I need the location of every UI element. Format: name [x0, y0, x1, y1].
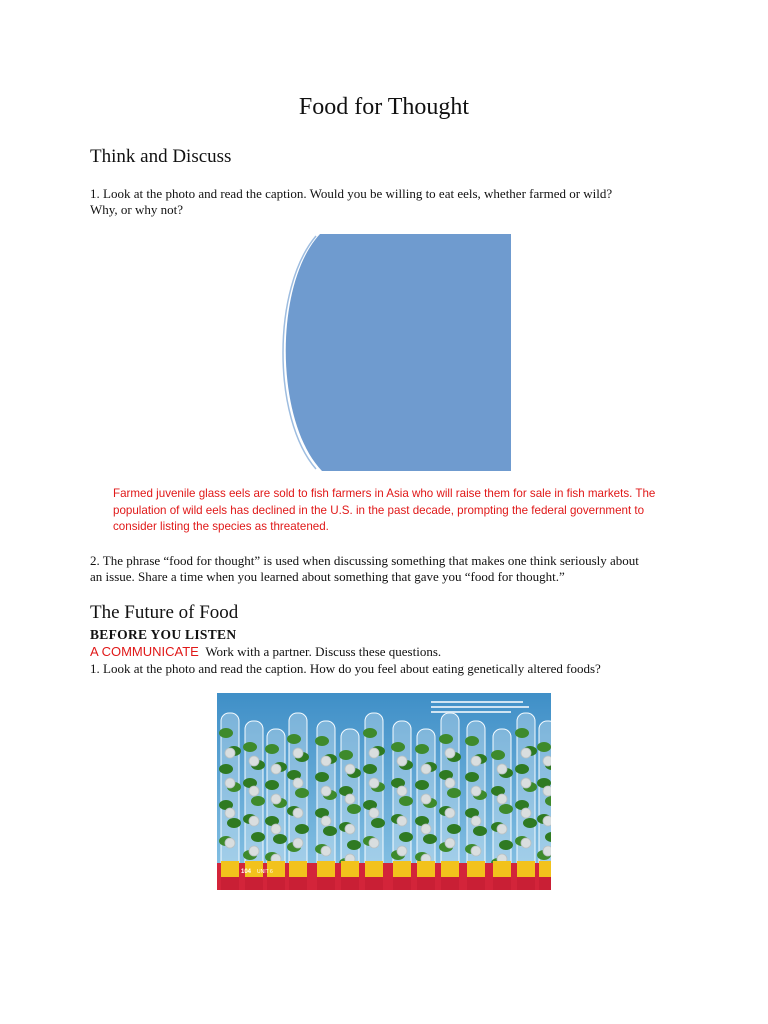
plant-leaf — [415, 780, 429, 790]
test-tube-yellow-band — [467, 861, 485, 877]
plant-leaf — [447, 788, 461, 798]
section-heading-think-discuss: Think and Discuss — [90, 146, 232, 167]
plant-leaf — [243, 742, 257, 752]
test-tube-red-cap — [493, 877, 511, 890]
tube-disc — [445, 838, 455, 848]
plant-leaf — [439, 734, 453, 744]
tube-disc — [271, 764, 281, 774]
test-tube — [515, 713, 537, 873]
caption-line-2: population of wild eels has declined in the U.S. in the past decade, prompting the federal government to — [113, 503, 645, 517]
tube-disc — [471, 756, 481, 766]
test-tube-red-cap — [539, 877, 551, 890]
tube-disc — [471, 786, 481, 796]
tube-disc — [249, 786, 259, 796]
plant-leaf — [473, 826, 487, 836]
tube-disc — [321, 816, 331, 826]
tube-disc — [397, 756, 407, 766]
future-question-1: 1. Look at the photo and read the caption. How do you feel about eating genetically altered foods? — [90, 661, 601, 676]
tube-disc — [225, 808, 235, 818]
tube-disc — [521, 808, 531, 818]
question-1-line-2: Why, or why not? — [90, 202, 184, 217]
tube-disc — [471, 846, 481, 856]
test-tube-red-cap — [317, 877, 335, 890]
tube-disc — [497, 824, 507, 834]
communicate-instruction — [90, 644, 690, 660]
plant-leaf — [287, 734, 301, 744]
tube-disc — [271, 824, 281, 834]
tube-disc — [421, 764, 431, 774]
tube-disc — [445, 778, 455, 788]
tube-disc — [345, 824, 355, 834]
tube-disc — [249, 816, 259, 826]
plant-leaf — [265, 744, 279, 754]
test-tube — [391, 721, 413, 881]
plant-leaf — [315, 772, 329, 782]
tube-disc — [225, 838, 235, 848]
test-tube-red-cap — [221, 877, 239, 890]
eel-photo-caption — [113, 486, 678, 536]
tube-disc — [397, 816, 407, 826]
tube-disc — [397, 846, 407, 856]
tube-disc — [225, 748, 235, 758]
test-tube — [287, 713, 309, 873]
plant-leaf — [515, 764, 529, 774]
tube-disc — [321, 846, 331, 856]
plant-leaf — [363, 728, 377, 738]
tube-disc — [497, 764, 507, 774]
plant-leaf — [399, 796, 413, 806]
eel-photo-shape — [286, 234, 511, 471]
plant-leaf — [491, 750, 505, 760]
tube-disc — [521, 778, 531, 788]
plant-leaf — [423, 834, 437, 844]
tube-disc — [543, 786, 551, 796]
tube-disc — [421, 794, 431, 804]
plant-leaf — [339, 750, 353, 760]
tube-disc — [445, 808, 455, 818]
question-2-line-1: 2. The phrase “food for thought” is used when discussing something that makes one think seriously about — [90, 553, 639, 568]
tube-disc — [369, 808, 379, 818]
tube-disc — [543, 846, 551, 856]
test-tube — [465, 721, 487, 881]
test-tube-yellow-band — [221, 861, 239, 877]
plant-leaf — [371, 818, 385, 828]
plant-leaf — [347, 804, 361, 814]
section-heading-future-of-food: The Future of Food — [90, 602, 239, 623]
test-tube-yellow-band — [517, 861, 535, 877]
plant-leaf — [251, 832, 265, 842]
test-tube-red-cap — [417, 877, 435, 890]
test-tube-red-cap — [289, 877, 307, 890]
test-tube-red-cap — [441, 877, 459, 890]
question-1-eels — [90, 186, 690, 218]
plant-leaf — [447, 824, 461, 834]
tube-disc — [369, 778, 379, 788]
tube-disc — [249, 756, 259, 766]
test-tube — [315, 721, 337, 881]
plant-leaf — [295, 788, 309, 798]
tube-disc — [321, 756, 331, 766]
test-tube-red-cap — [517, 877, 535, 890]
tube-disc — [421, 824, 431, 834]
caption-line-3: consider listing the species as threatened. — [113, 520, 329, 533]
plant-leaf — [265, 780, 279, 790]
plant-leaf — [537, 742, 551, 752]
tube-disc — [445, 748, 455, 758]
tube-disc — [369, 748, 379, 758]
test-tube-yellow-band — [317, 861, 335, 877]
test-tube-yellow-band — [493, 861, 511, 877]
tube-disc — [543, 816, 551, 826]
plant-leaf — [523, 818, 537, 828]
tube-disc — [497, 794, 507, 804]
test-tube-red-cap — [365, 877, 383, 890]
tube-disc — [293, 778, 303, 788]
plant-leaf — [363, 764, 377, 774]
test-tube-yellow-band — [365, 861, 383, 877]
communicate-label: A COMMUNICATE — [90, 644, 199, 659]
test-tube-yellow-band — [539, 861, 551, 877]
tube-disc — [225, 778, 235, 788]
tube-disc — [271, 794, 281, 804]
test-tube-yellow-band — [417, 861, 435, 877]
plant-leaf — [465, 736, 479, 746]
tube-disc — [521, 838, 531, 848]
test-tube — [243, 721, 265, 881]
plant-leaf — [219, 728, 233, 738]
test-tube-red-cap — [267, 877, 285, 890]
plant-leaf — [219, 764, 233, 774]
tube-disc — [345, 794, 355, 804]
plant-leaf — [227, 818, 241, 828]
test-tube-yellow-band — [341, 861, 359, 877]
plant-leaf — [323, 826, 337, 836]
test-tube — [537, 721, 551, 881]
tube-disc — [397, 786, 407, 796]
tube-disc — [345, 764, 355, 774]
tube-disc — [293, 748, 303, 758]
plant-leaf — [499, 804, 513, 814]
test-tube — [219, 713, 241, 873]
plant-leaf — [295, 824, 309, 834]
tube-disc — [369, 838, 379, 848]
test-tube — [439, 713, 461, 873]
plant-leaf — [391, 742, 405, 752]
document-title: Food for Thought — [298, 94, 470, 120]
tube-disc — [471, 816, 481, 826]
test-tube-yellow-band — [393, 861, 411, 877]
eel-photo-placeholder — [278, 233, 514, 473]
communicate-text: Work with a partner. Discuss these questions. — [205, 644, 442, 659]
plant-leaf — [347, 840, 361, 850]
tube-disc — [521, 748, 531, 758]
plant-leaf — [273, 834, 287, 844]
caption-line-1: Farmed juvenile glass eels are sold to fish farmers in Asia who will raise them for sale in fish markets. The — [113, 487, 656, 500]
tube-disc — [543, 756, 551, 766]
test-tube — [363, 713, 385, 873]
test-tubes-photo — [217, 693, 551, 890]
tube-disc — [249, 846, 259, 856]
tube-disc — [321, 786, 331, 796]
before-you-listen-label: BEFORE YOU LISTEN — [90, 627, 237, 642]
plant-leaf — [499, 840, 513, 850]
plant-leaf — [251, 796, 265, 806]
question-2-line-2: an issue. Share a time when you learned about something that gave you “food for thought.” — [90, 569, 565, 584]
test-tube-red-cap — [393, 877, 411, 890]
tube-disc — [293, 808, 303, 818]
plant-leaf — [465, 772, 479, 782]
plant-leaf — [415, 744, 429, 754]
test-tube-yellow-band — [441, 861, 459, 877]
plant-leaf — [515, 728, 529, 738]
plant-leaf — [399, 832, 413, 842]
test-tube-red-cap — [467, 877, 485, 890]
test-tube-red-cap — [245, 877, 263, 890]
photo-page-label: UNIT 6 — [257, 869, 273, 875]
question-1-line-1: 1. Look at the photo and read the caption. Would you be willing to eat eels, whether farmed or wild? — [90, 186, 613, 201]
question-2-food-for-thought — [90, 553, 690, 585]
tube-disc — [293, 838, 303, 848]
test-tube-yellow-band — [289, 861, 307, 877]
test-tube-red-cap — [341, 877, 359, 890]
plant-leaf — [315, 736, 329, 746]
photo-page-number: 104 — [241, 869, 252, 875]
